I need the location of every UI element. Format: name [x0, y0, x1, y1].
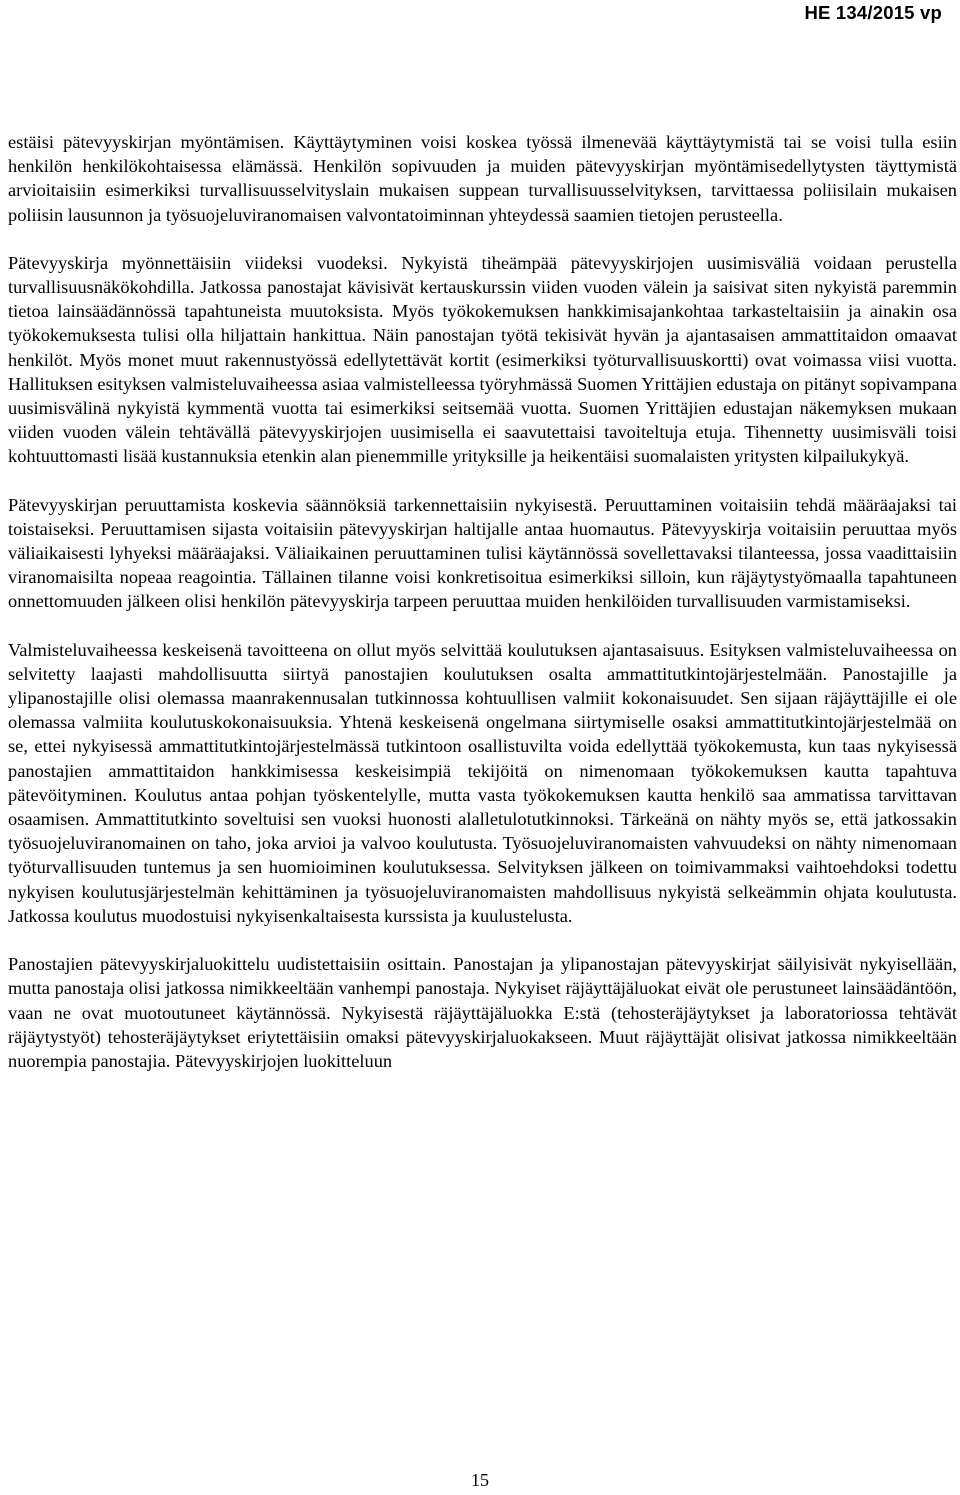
document-body	[8, 130, 957, 1097]
paragraph-validity-period: Pätevyyskirja myönnettäisiin viideksi vuodeksi. Nykyistä tiheämpää pätevyyskirjojen uusimisväliä voidaan perustella turvallisuusnäkökohdilla. Jatkossa panostajat kävisivät kertauskurssin viiden vuoden välein ja saisivat siten nykyistä paremmin tietoa lainsäädännössä tapahtuneista muutoksista. Myös työkokemuksen hankkimisajankohtaa tarkasteltaisiin ja ainakin osa työkokemuksesta tulisi olla hiljattain hankittua. Näin panostajan työtä tekisivät hyvän ja ajantasaisen ammattitaidon omaavat henkilöt. Myös monet muut rakennustyössä edellytettävät kortit (esimerkiksi työturvallisuuskortti) ovat voimassa viisi vuotta. Hallituksen esityksen valmisteluvaiheessa asiaa valmistelleessa työryhmässä Suomen Yrittäjien edustaja on pitänyt sopivampana uusimisvälinä nykyistä kymmentä vuotta tai esimerkiksi seitsemää vuotta. Suomen Yrittäjien edustajan näkemyksen mukaan viiden vuoden välein tehtävällä pätevyyskirjojen uusimisella ei saavutettaisi tavoiteltuja etuja. Tihennetty uusimisväli toisi kohtuuttomasti lisää kustannuksia etenkin alan pienemmille yrityksille ja heikentäisi suomalaisten yritysten kilpailukykyä.	[8, 252, 957, 467]
page-number: 15	[471, 1470, 489, 1490]
paragraph-classification: Panostajien pätevyyskirjaluokittelu uudistettaisiin osittain. Panostajan ja ylipanostajan pätevyyskirjat säilyisivät nykyisellään, mutta panostaja olisi jatkossa nimikkeeltään vanhempi panostaja. Nykyiset räjäyttäjäluokat eivät ole perustuneet lainsäädäntöön, vaan ne ovat muotoutuneet käytännössä. Nykyisestä räjäyttäjäluokka E:stä (tehosteräjäytykset ja laboratoriossa tehtävät räjäytystyöt) tehosteräjäytykset eriytettäisiin omaksi pätevyyskirjaluokakseen. Muut räjäyttäjät olisivat jatkossa nimikkeeltään nuorempia panostajia. Pätevyyskirjojen luokitteluun	[8, 954, 957, 1071]
document-id-header: HE 134/2015 vp	[804, 2, 942, 23]
paragraph-revocation: Pätevyyskirjan peruuttamista koskevia säännöksiä tarkennettaisiin nykyisestä. Peruuttaminen voitaisiin tehdä määräajaksi tai toistaiseksi. Peruuttamisen sijasta voitaisiin pätevyyskirjan haltijalle antaa huomautus. Pätevyyskirja voitaisiin peruuttaa myös väliaikaisesti lyhyeksi määräajaksi. Väliaikainen peruuttaminen tulisi käytännössä sovellettavaksi tilanteessa, jossa vaadittaisiin viranomaisilta nopeaa reagointia. Tällainen tilanne voisi konkretisoitua esimerkiksi silloin, kun räjäytystyömaalla tapahtuneen onnettomuuden jälkeen olisi henkilön pätevyyskirja tarpeen peruuttaa muiden henkilöiden turvallisuuden varmistamiseksi.	[8, 494, 957, 612]
paragraph-eligibility-assessment: estäisi pätevyyskirjan myöntämisen. Käyttäytyminen voisi koskea työssä ilmenevää käyttäytymistä tai se voisi tulla esiin henkilön henkilökohtaisessa elämässä. Henkilön sopivuuden ja muiden pätevyyskirjan myöntämisedellytysten täyttymistä arvioitaisiin esimerkiksi turvallisuusselvityslain mukaisen suppean turvallisuusselvityksen, tarvittaessa poliisilain mukaisen poliisin lausunnon ja työsuojeluviranomaisen valvontatoiminnan yhteydessä saamien tietojen perusteella.	[8, 132, 957, 225]
paragraph-training: Valmisteluvaiheessa keskeisenä tavoitteena on ollut myös selvittää koulutuksen ajantasaisuus. Esityksen valmisteluvaiheessa on selvitetty laajasti mahdollisuutta siirtyä panostajien koulutuksen osalta ammattitutkintojärjestelmään. Panostajille ja ylipanostajille olisi olemassa maanrakennusalan tutkinnossa kohtuullisen valmiit kokonaisuudet. Sen sijaan räjäyttäjille ei ole olemassa valmiita koulutuskokonaisuuksia. Yhtenä keskeisenä ongelmana siirtymiselle osaksi ammattitutkintojärjestelmää on se, ettei nykyisessä ammattitutkintojärjestelmässä tutkintoon osallistuvilta voida edellyttää työkokemusta, kun taas nykyisessä panostajien ammattitaidon hankkimisessa keskeisimpiä tekijöitä on nimenomaan työkokemuksen kautta tapahtuva pätevöityminen. Koulutus antaa pohjan työskentelylle, mutta vasta työkokemuksen kautta henkilö saa ammatissa tarvittavan osaamisen. Ammattitutkinto soveltuisi sen vuoksi huonosti alalletulotutkinnoksi. Tärkeänä on nähty myös se, että jatkossakin työsuojeluviranomainen on taho, joka arvioi ja valvoo koulutusta. Työsuojeluviranomaisten vahvuudeksi on nähty nimenomaan työturvallisuuden tuntemus ja sen huomioiminen koulutuksessa. Selvityksen jälkeen on toimivammaksi vaihtoehdoksi todettu nykyisen koulutusjärjestelmän kehittäminen ja työsuojeluviranomaisten mahdollisuus nykyistä selkeämmin ohjata koulutusta. Jatkossa koulutus muodostuisi nykyisenkaltaisesta kurssista ja kuulustelusta.	[8, 639, 957, 926]
